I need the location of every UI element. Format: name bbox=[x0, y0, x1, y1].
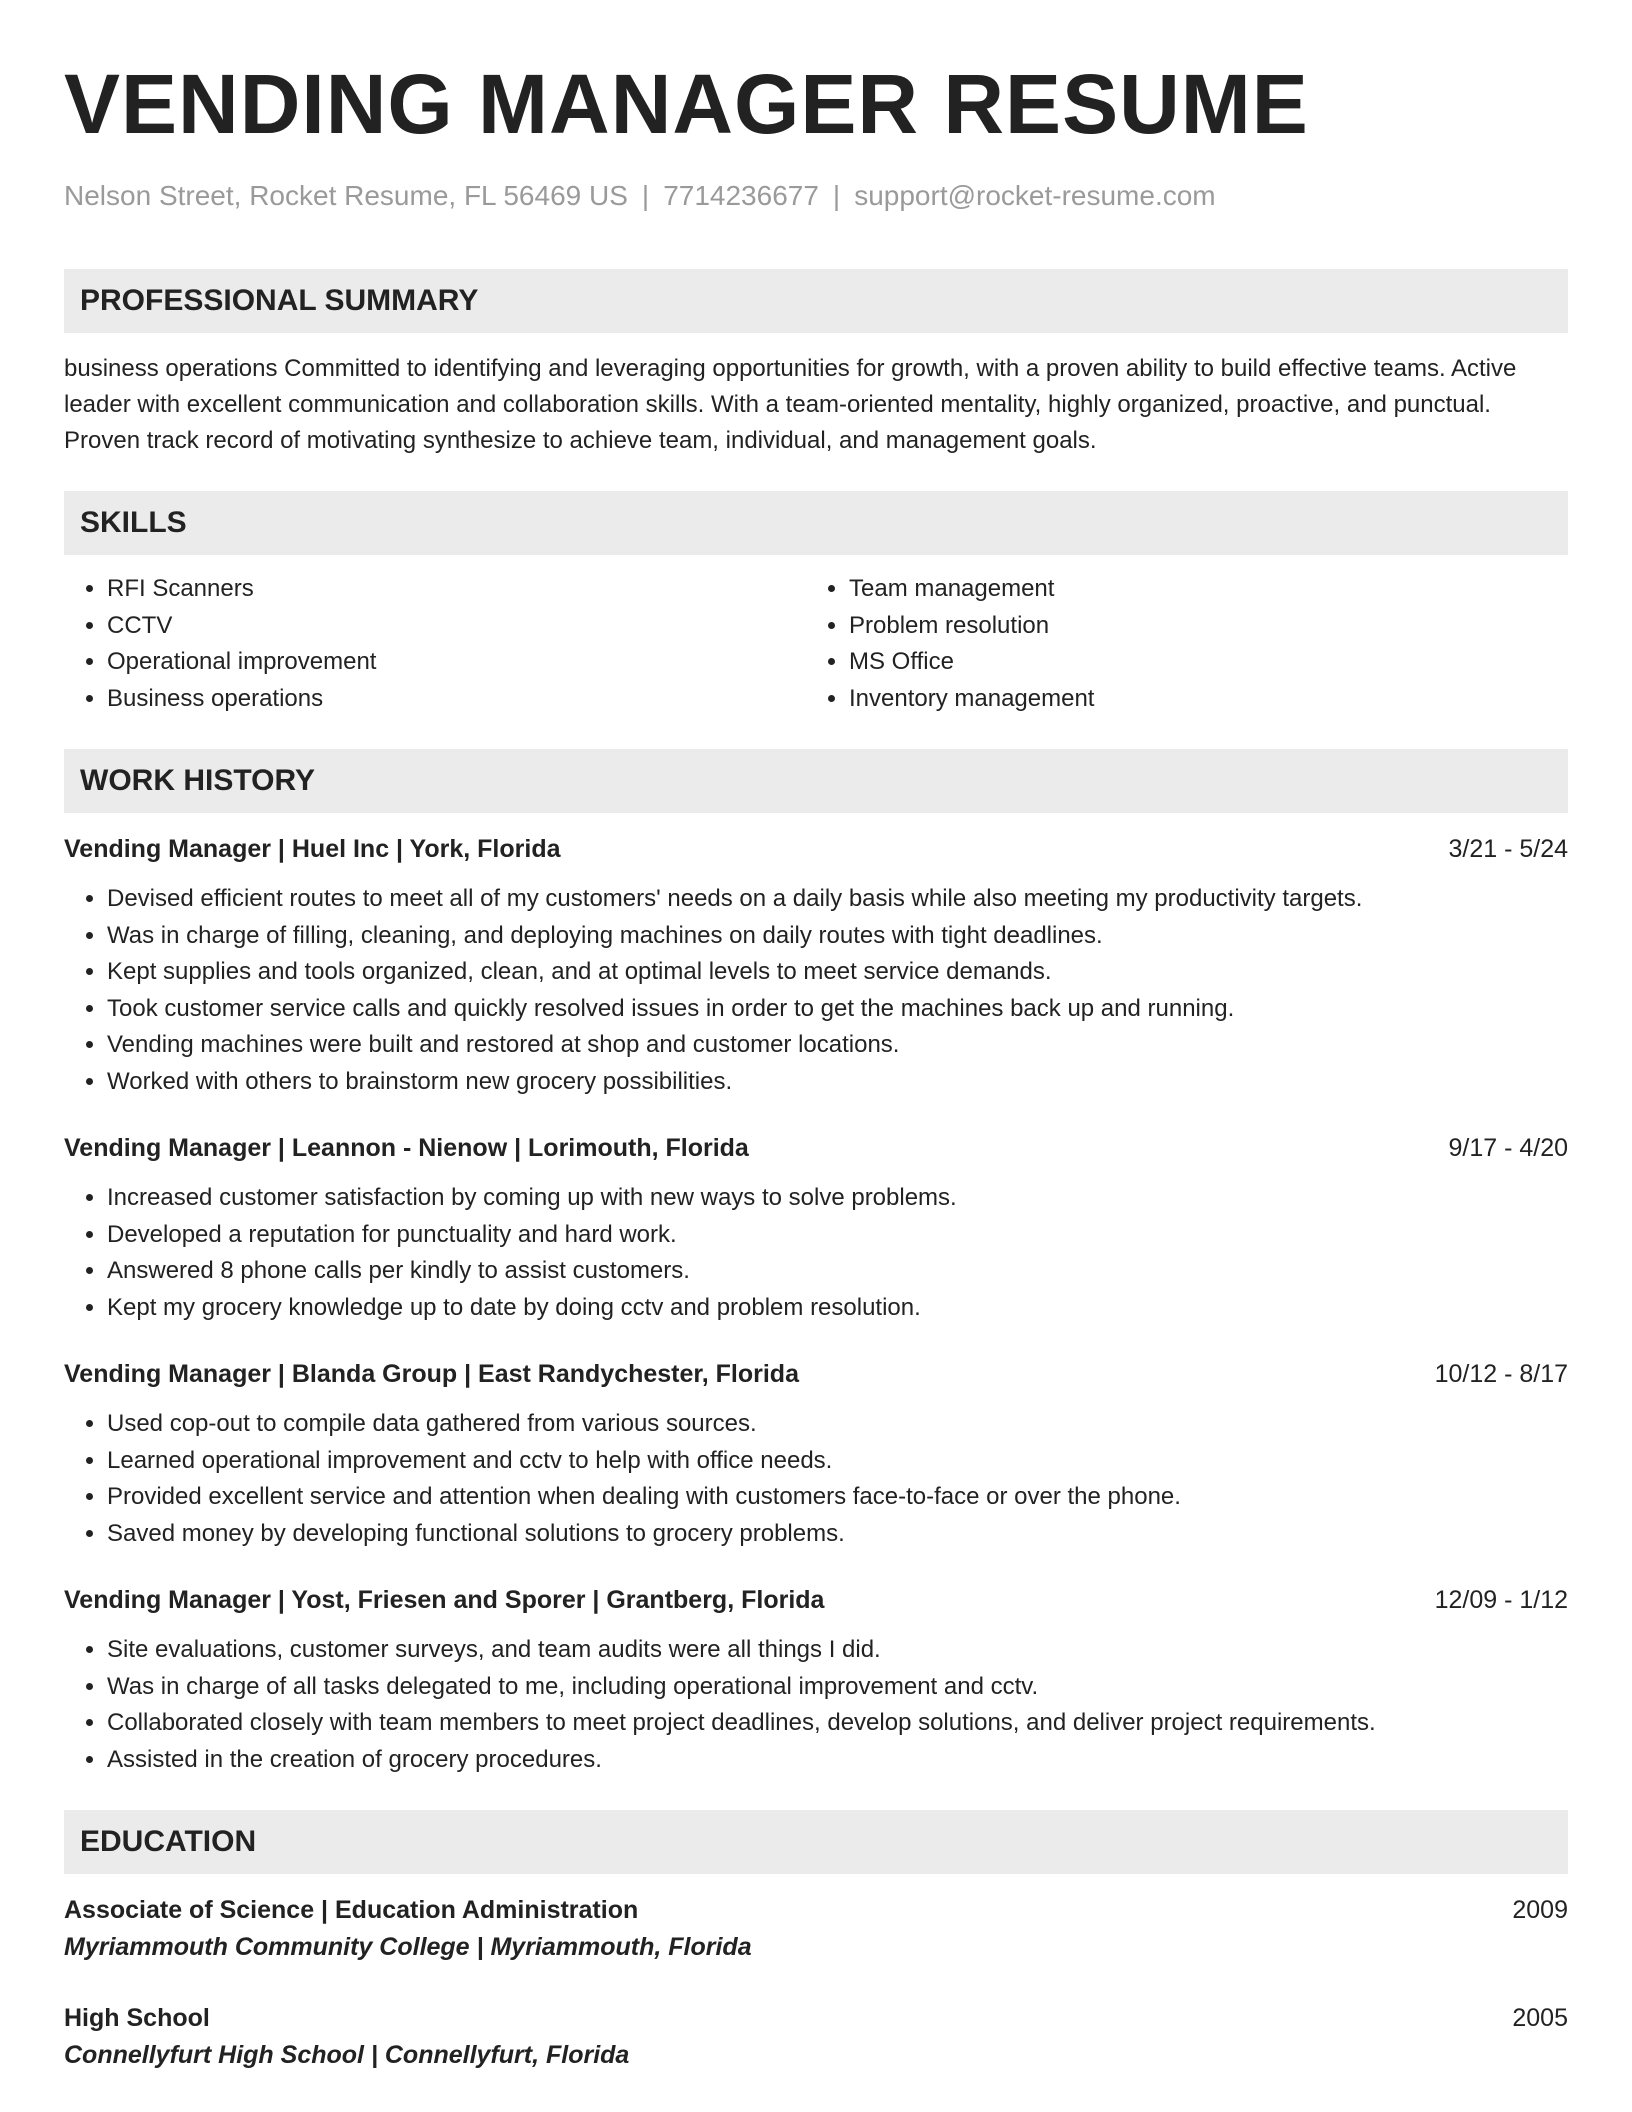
skills-column-right bbox=[806, 571, 1548, 717]
job-bullet: • Collaborated closely with team members to meet project deadlines, develop solutions, and deliver project requirements. bbox=[107, 1705, 1568, 1742]
job-bullets bbox=[64, 881, 1568, 1100]
contact-separator: | bbox=[641, 180, 650, 211]
job-bullets bbox=[64, 1180, 1568, 1326]
job-entry bbox=[64, 1356, 1568, 1552]
job-date: 10/12 - 8/17 bbox=[1434, 1360, 1568, 1388]
contact-line bbox=[64, 176, 1568, 216]
job-bullet: • Saved money by developing functional solutions to grocery problems. bbox=[107, 1516, 1568, 1553]
job-title: Vending Manager | Leannon - Nienow | Lorimouth, Florida bbox=[64, 1134, 749, 1162]
summary-text: business operations Committed to identifying and leveraging opportunities for growth, with a proven ability to build effective teams. Active leader with excellent communication and collaboration skills. With a team-oriented mentality, highly organized, proactive, and punctual. Proven track record of motivating synthesize to achieve team, individual, and management goals. bbox=[64, 355, 1517, 454]
job-title: Vending Manager | Huel Inc | York, Florida bbox=[64, 835, 561, 863]
summary-heading: PROFESSIONAL SUMMARY bbox=[64, 269, 1568, 333]
education-degree: High School bbox=[64, 2004, 210, 2032]
job-header bbox=[64, 1356, 1568, 1392]
job-bullet: • Answered 8 phone calls per kindly to assist customers. bbox=[107, 1253, 1568, 1290]
job-bullet: • Devised efficient routes to meet all of my customers' needs on a daily basis while also meeting my productivity targets. bbox=[107, 881, 1568, 918]
job-bullets bbox=[64, 1632, 1568, 1778]
contact-email: support@rocket-resume.com bbox=[854, 180, 1216, 211]
skill-item: • Problem resolution bbox=[849, 608, 1548, 645]
job-entry bbox=[64, 831, 1568, 1100]
skill-item: • Operational improvement bbox=[107, 644, 806, 681]
job-bullet: • Learned operational improvement and cctv to help with office needs. bbox=[107, 1443, 1568, 1480]
job-date: 3/21 - 5/24 bbox=[1448, 835, 1568, 863]
job-bullet: • Assisted in the creation of grocery procedures. bbox=[107, 1742, 1568, 1779]
education-school: Myriammouth Community College | Myriammouth, Florida bbox=[64, 1933, 752, 1961]
skills-list bbox=[64, 571, 1568, 717]
skill-item: • MS Office bbox=[849, 644, 1548, 681]
skill-item: • Team management bbox=[849, 571, 1548, 608]
education-date: 2005 bbox=[1512, 2004, 1568, 2032]
skill-item: • CCTV bbox=[107, 608, 806, 645]
job-bullet: • Provided excellent service and attention when dealing with customers face-to-face or over the phone. bbox=[107, 1479, 1568, 1516]
education-degree: Associate of Science | Education Administration bbox=[64, 1896, 639, 1924]
education-heading: EDUCATION bbox=[64, 1810, 1568, 1874]
job-bullet: • Was in charge of filling, cleaning, and deploying machines on daily routes with tight deadlines. bbox=[107, 918, 1568, 955]
education-entry bbox=[64, 1892, 1568, 1966]
job-bullet: • Kept supplies and tools organized, clean, and at optimal levels to meet service demands. bbox=[107, 954, 1568, 991]
work-history-heading: WORK HISTORY bbox=[64, 749, 1568, 813]
job-bullet: • Was in charge of all tasks delegated to me, including operational improvement and cctv. bbox=[107, 1669, 1568, 1706]
job-bullet: • Developed a reputation for punctuality and hard work. bbox=[107, 1217, 1568, 1254]
job-title: Vending Manager | Yost, Friesen and Sporer | Grantberg, Florida bbox=[64, 1586, 825, 1614]
education-list bbox=[64, 1892, 1568, 2074]
skills-heading: SKILLS bbox=[64, 491, 1568, 555]
education-header bbox=[64, 2000, 1568, 2036]
contact-address: Nelson Street, Rocket Resume, FL 56469 US bbox=[64, 180, 628, 211]
skills-column-left bbox=[64, 571, 806, 717]
job-bullet: • Worked with others to brainstorm new grocery possibilities. bbox=[107, 1064, 1568, 1101]
job-bullet: • Kept my grocery knowledge up to date by doing cctv and problem resolution. bbox=[107, 1290, 1568, 1327]
job-bullet: • Site evaluations, customer surveys, and team audits were all things I did. bbox=[107, 1632, 1568, 1669]
job-bullets bbox=[64, 1406, 1568, 1552]
job-bullet: • Used cop-out to compile data gathered from various sources. bbox=[107, 1406, 1568, 1443]
job-bullet: • Took customer service calls and quickly resolved issues in order to get the machines back up and running. bbox=[107, 991, 1568, 1028]
education-school: Connellyfurt High School | Connellyfurt, Florida bbox=[64, 2041, 630, 2069]
education-date: 2009 bbox=[1512, 1896, 1568, 1924]
skill-item: • Inventory management bbox=[849, 681, 1548, 718]
job-header bbox=[64, 831, 1568, 867]
job-entry bbox=[64, 1130, 1568, 1326]
resume-title: VENDING MANAGER RESUME bbox=[64, 57, 1309, 151]
job-date: 12/09 - 1/12 bbox=[1434, 1586, 1568, 1614]
job-bullet: • Increased customer satisfaction by coming up with new ways to solve problems. bbox=[107, 1180, 1568, 1217]
contact-separator: | bbox=[832, 180, 841, 211]
contact-phone: 7714236677 bbox=[663, 180, 819, 211]
skill-item: • RFI Scanners bbox=[107, 571, 806, 608]
skill-item: • Business operations bbox=[107, 681, 806, 718]
job-title: Vending Manager | Blanda Group | East Randychester, Florida bbox=[64, 1360, 799, 1388]
job-header bbox=[64, 1582, 1568, 1618]
education-header bbox=[64, 1892, 1568, 1928]
education-entry bbox=[64, 2000, 1568, 2074]
work-history-list bbox=[64, 831, 1568, 1778]
job-entry bbox=[64, 1582, 1568, 1778]
job-bullet: • Vending machines were built and restored at shop and customer locations. bbox=[107, 1027, 1568, 1064]
job-date: 9/17 - 4/20 bbox=[1448, 1134, 1568, 1162]
job-header bbox=[64, 1130, 1568, 1166]
